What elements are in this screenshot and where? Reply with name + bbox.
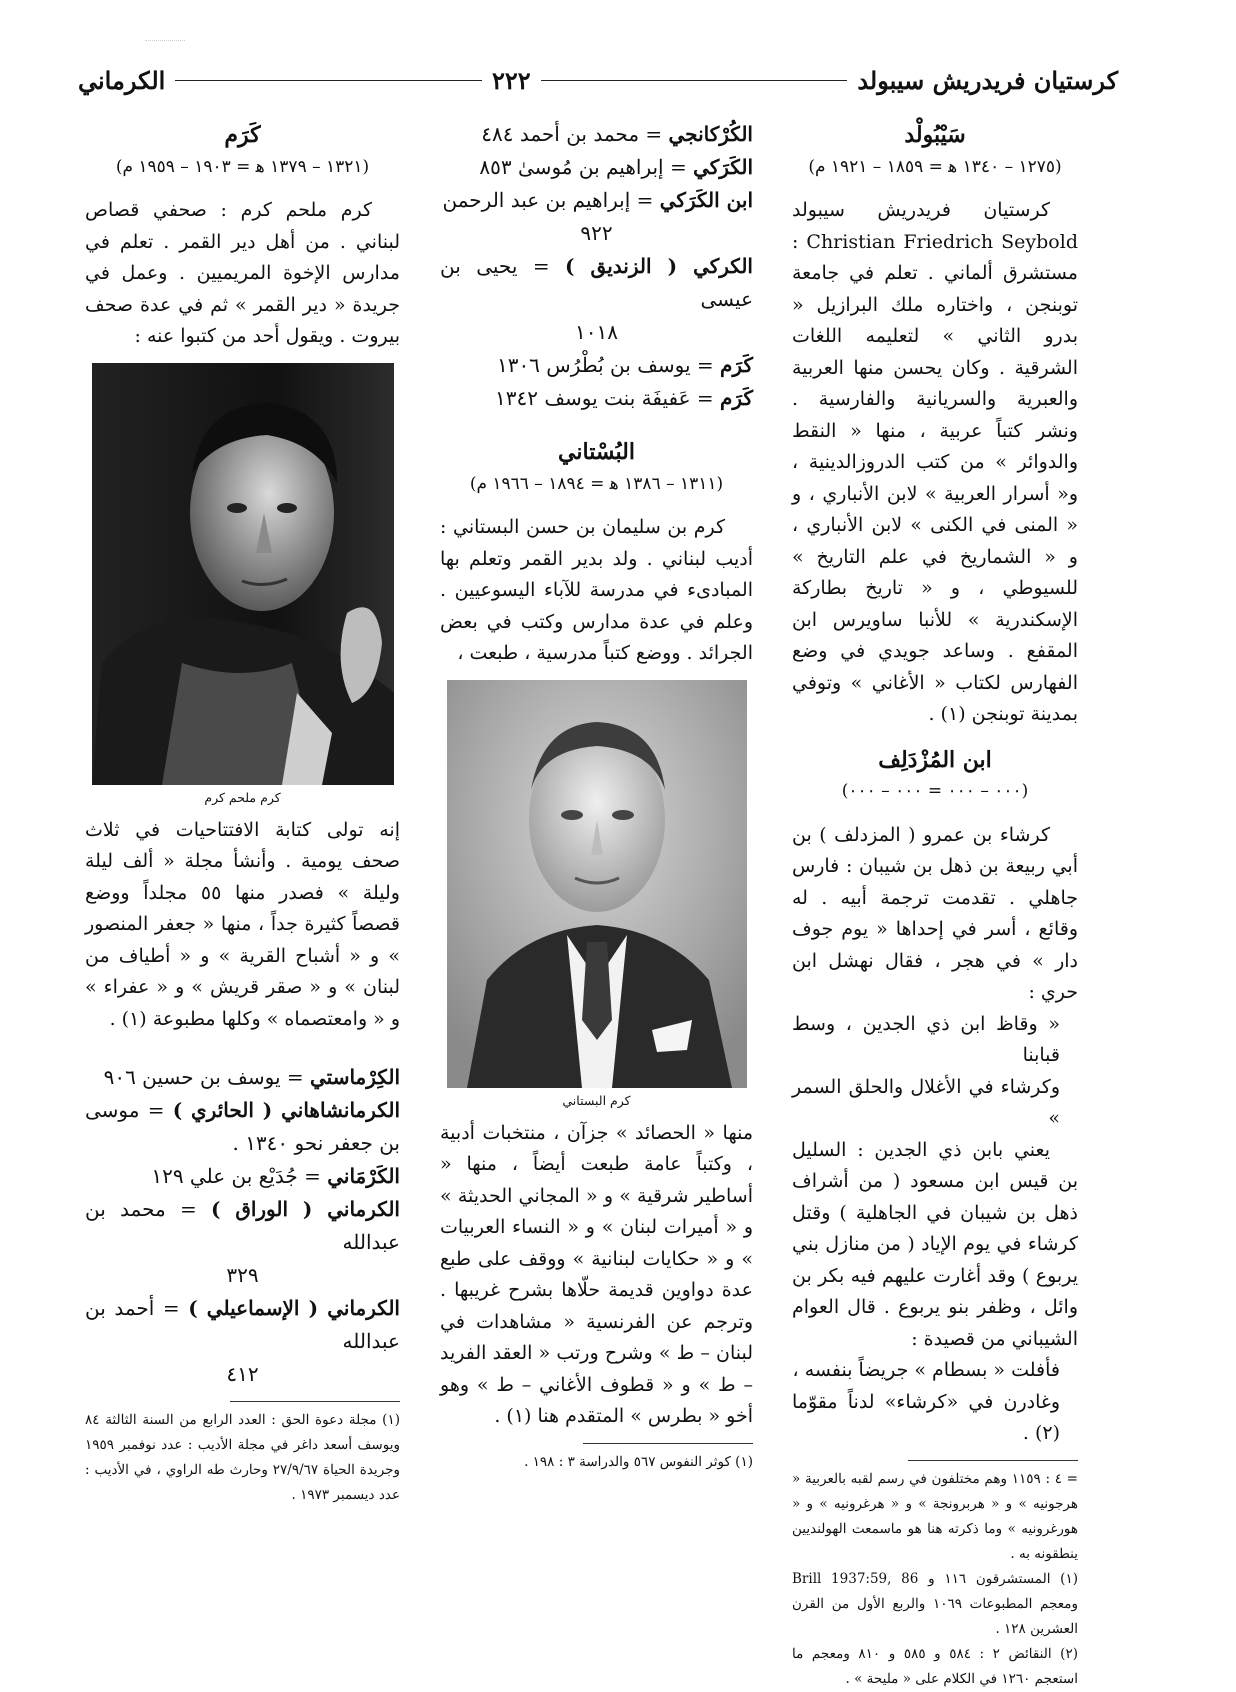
entry-text-karam-1: كرم ملحم كرم : صحفي قصاص لبناني . من أهل دير القمر . تعلم في مدارس الإخوة المريميين . وعمل في جريدة « دير القمر » ثم في عدة صحف بيروت . ويقول أحد من كتبوا عنه :: [85, 199, 400, 347]
footnote: (١) المستشرقون ١١٦ و Brill 1937:59, 86 ومعجم المطبوعات ١٠٦٩ والربع الأول من القرن العشرين ١٢٨ .: [792, 1570, 1078, 1637]
xref-head: الكُرْكانجي: [668, 122, 753, 146]
xref-target: = يوسف بن بُطْرُس ١٣٠٦: [496, 353, 721, 377]
entry-title-karam: كَرَم: [224, 122, 261, 148]
entry-text-bustani-2: منها « الحصائد » جزآن ، منتخبات أدبية ، وكتباً عامة طبعت أيضاً ، منها « أساطير شرقية » و « المجاني الحديثة » و « أميرات لبنان » و « النساء العربيات » و « حكايات لبنانية » ووقف على طبع عدة دواوين قديمة حلّاها بشرح غريبها . وترجم عن الفرنسية « مشاهدات في لبنان – ط » وشرح ورتب « العقد الفريد – ط » و « قطوف الأغاني – ط » وهو أخو « بطرس » المتقدم هنا (١) .: [440, 1121, 753, 1427]
entry-text-bustani-1: كرم بن سليمان بن حسن البستاني : أديب لبناني . ولد بدير القمر وتعلم بها المبادىء في مدرسة للآباء اليسوعيين . وعلم في عدة مدارس وكتب في بعض الجرائد . ووضع كتباً مدرسية ، طبعت ،: [440, 516, 753, 664]
header-right-title: كرستيان فريدريش سيبولد: [857, 65, 1118, 95]
photo-caption-karam: كرم ملحم كرم: [204, 789, 281, 805]
xref-entry: [440, 151, 753, 184]
portrait-photo-karam: [92, 363, 394, 785]
xref-head: ابن الكَرَكي: [659, 188, 753, 212]
xref-entry: [85, 1094, 400, 1160]
xref-target: = إبراهيم بن عبد الرحمن: [442, 188, 660, 212]
footnote-rule: [583, 1443, 753, 1444]
page-number: ٢٢٢: [491, 65, 531, 95]
footnote-rule: [230, 1401, 400, 1402]
xref-head: كَرَم: [720, 353, 753, 377]
header-rule-left: [175, 80, 482, 81]
xref-head: الكِرْماستي: [310, 1065, 400, 1089]
portrait-photo-bustani: [447, 680, 747, 1088]
entry-title-muzdalif: ابن المُزْدَلِف: [878, 746, 992, 773]
portrait-image: [92, 363, 394, 785]
entry-dates-karam: (١٣٢١ – ١٣٧٩ ﻫ = ١٩٠٣ – ١٩٥٩ م): [115, 156, 370, 177]
xref-head: الكرماني ( الوراق ): [211, 1197, 400, 1221]
xref-entry: [85, 1160, 400, 1193]
entry-dates-bustani: (١٣١١ – ١٣٨٦ ﻫ = ١٨٩٤ – ١٩٦٦ م): [469, 473, 724, 494]
xref-target: = إبراهيم بن مُوسىٰ ٨٥٣: [479, 155, 694, 179]
verse-line-2: وكرشاء في الأغلال والحلق السمر »: [792, 1075, 1060, 1129]
footnote-middle: (١) كوثر النفوس ٥٦٧ والدراسة ٣ : ١٩٨ .: [524, 1453, 753, 1470]
footnotes-right: [792, 1467, 1078, 1692]
xref-target: = يوسف بن حسين ٩٠٦: [103, 1065, 310, 1089]
xref-head: الكرماني ( الإسماعيلي ): [188, 1296, 400, 1320]
entry-title-bustani: البُسْتاني: [558, 439, 635, 465]
column-middle: [440, 118, 753, 1475]
xref-head: الكرمانشاهاني ( الحائري ): [172, 1098, 401, 1122]
xref-entry: [85, 1061, 400, 1094]
footnote-left: (١) مجلة دعوة الحق : العدد الرابع من السنة الثالثة ٨٤ ويوسف أسعد داغر في مجلة الأديب : عدد نوفمبر ١٩٥٩ وجريدة الحياة ٢٧/٩/٦٧ وحارث طه الراوي ، في الأديب : عدد ديسمبر ١٩٧٣ .: [85, 1412, 401, 1503]
entry-title-seybold: سَيْبُولْد: [904, 122, 966, 148]
footnote: = ٤ : ١١٥٩ وهم مختلفون في رسم لقبه بالعربية « هرجونيه » و « هربرونجة » و « هرغرونيه » و « هورغرونيه » وما ذكرته هنا هو ماسمعت الهولنديين ينطقونه به .: [792, 1470, 1078, 1562]
xref-target: = محمد بن أحمد ٤٨٤: [481, 122, 669, 146]
xref-number: ٣٢٩: [226, 1263, 259, 1287]
xref-entry: [440, 382, 753, 415]
xref-head: كَرَم: [720, 386, 753, 410]
portrait-image: [447, 680, 747, 1088]
xref-entry: [85, 1292, 400, 1391]
xref-target: = جُدَيْع بن علي ١٢٩: [151, 1164, 328, 1188]
column-left: [85, 118, 400, 1508]
header-rule-right: [541, 80, 848, 81]
verse-line-3: فأفلت « بسطام » جريضاً بنفسه ،: [792, 1359, 1060, 1381]
entry-dates-seybold: (١٢٧٥ – ١٣٤٠ ﻫ = ١٨٥٩ – ١٩٢١ م): [808, 156, 1062, 177]
xref-entry: [440, 118, 753, 151]
xref-target: = يحيى بن عيسى: [440, 254, 753, 311]
xref-entry: [85, 1193, 400, 1292]
xref-target: = موسى بن جعفر نحو ١٣٤٠ .: [85, 1098, 400, 1155]
footnote-rule: [908, 1460, 1078, 1461]
scan-mark: [145, 40, 185, 41]
xref-head: الكركي ( الزنديق ): [565, 254, 753, 278]
xref-target: = محمد بن عبدالله: [85, 1197, 400, 1254]
xref-entry: [440, 250, 753, 349]
entry-text-seybold: كرستيان فريدريش سيبولد Christian Friedrich Seybold : مستشرق ألماني . تعلم في جامعة توبنجن ، واختاره ملك البرازيل « بدرو الثاني » لتعليمه اللغات الشرقية . وكان يحسن منها العربية والعبرية والسريانية والفارسية . ونشر كتباً عربية ، منها « النقط والدوائر » من كتب الدروزالدينية ، و« أسرار العربية » لابن الأنباري ، و « المنى في الكنى » لابن الأنباري ، و « الشماريخ في علم التاريخ » للسيوطي ، و « تاريخ بطاركة الإسكندرية » للأنبا ساويرس ابن المقفع . وساعد جويدي في وضع الفهارس لكتاب « الأغاني » وتوفي بمدينة توبنجن (١) .: [792, 199, 1078, 725]
column-right: [792, 118, 1078, 1692]
running-header: [78, 60, 1118, 100]
photo-caption-bustani: كرم البستاني: [562, 1092, 631, 1108]
xref-entry: [440, 184, 753, 250]
entry-text-karam-2: إنه تولى كتابة الافتتاحيات في ثلاث صحف يومية . وأنشأ مجلة « ألف ليلة وليلة » فصدر منها ٥٥ مجلداً ووضع قصصاً كثيرة جداً ، منها « جعفر المنصور » و « أشباح القرية » و « أطياف من لبنان » و « صقر قريش » و « عفراء » و « وامعتصماه » وكلها مطبوعة (١) .: [85, 818, 400, 1030]
entry-text-muzdalif-2: يعني بابن ذي الجدين : السليل بن قيس ابن مسعود ( من أشراف ذهل بن شيبان في الجاهلية ) وقتل كرشاء في يوم الإياد ( من منازل بني يربوع ) وقد أغارت عليهم فيه بكر بن وائل ، وظفر بنو يربوع . قال العوام الشيباني من قصيدة :: [792, 1138, 1078, 1350]
entry-text-muzdalif-1: كرشاء بن عمرو ( المزدلف ) بن أبي ربيعة بن ذهل بن شيبان : فارس جاهلي . تقدمت ترجمة أبيه . له وقائع ، أسر في إحداها « يوم جوف دار » في هجر ، فقال نهشل ابن حري :: [792, 823, 1078, 1003]
xref-number: ٩٢٢: [580, 221, 613, 245]
xref-number: ٤١٢: [226, 1362, 259, 1386]
verse-line-4: وغادرن في «كرشاء» لدناً مقوّما (٢) .: [792, 1390, 1060, 1444]
xref-number: ١٠١٨: [575, 320, 618, 344]
xref-head: الكَرَكي: [693, 155, 753, 179]
xref-head: الكَرْمَاني: [327, 1164, 400, 1188]
xref-entry: [440, 349, 753, 382]
xref-target: = عَفيفَة بنت يوسف ١٣٤٢: [495, 386, 721, 410]
verse-line-1: « وقاظ ابن ذي الجدين ، وسط قبابنا: [792, 1012, 1060, 1066]
footnote: (٢) النقائض ٢ : ٥٨٤ و ٥٨٥ و ٨١٠ ومعجم ما استعجم ١٢٦٠ في الكلام على « مليحة » .: [792, 1645, 1078, 1687]
header-left-title: الكرماني: [77, 65, 166, 95]
xref-target: = أحمد بن عبدالله: [85, 1296, 400, 1353]
entry-dates-muzdalif: (٠٠٠ – ٠٠٠ = ٠٠٠ – ٠٠٠): [841, 781, 1029, 801]
